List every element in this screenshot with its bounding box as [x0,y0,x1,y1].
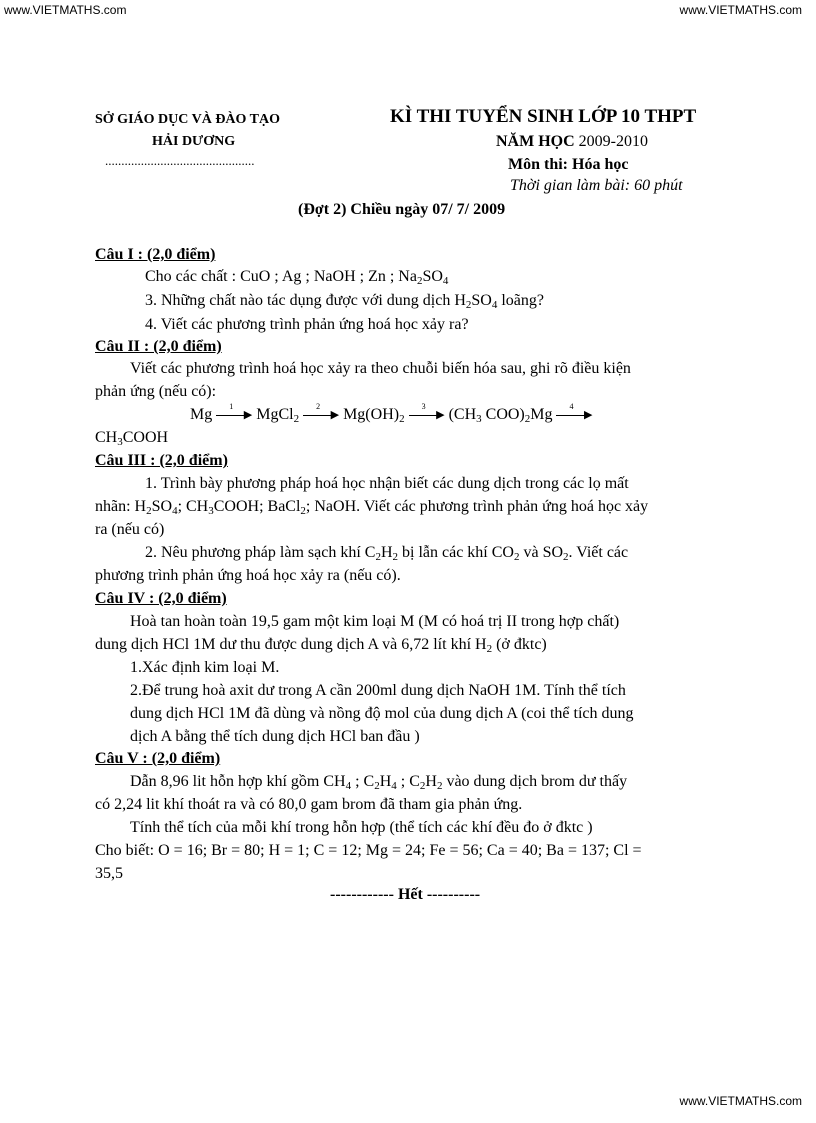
q4-line-5: dung dịch HCl 1M đã dùng và nồng độ mol của dung dịch A (coi thể tích dung [130,705,634,722]
q4-line-6: dịch A bằng thể tích dung dịch HCl ban đầu ) [130,728,420,745]
arrow-1: 1 ▶ [216,408,252,422]
q5-line-1: Dẫn 8,96 lit hỗn hợp khí gồm $CH_4$ ; $C_2H_4$ ; $C_2H_2$ vào dung dịch brom dư thấy [130,773,628,792]
school-year [496,133,648,151]
q5-line-4: Cho biết: O = 16; Br = 80; H = 1; C = 12; Mg = 24; Fe = 56; Ca = 40; Ba = 137; Cl = [95,842,642,859]
arrow-2: 2 ▶ [303,408,339,422]
q2-title: Câu II : (2,0 điểm) [95,338,222,355]
q3-part-2-line-2: phương trình phản ứng hoá học xảy ra (nếu có). [95,567,401,584]
q4-line-3: 1.Xác định kim loại M. [130,659,280,676]
duration: Thời gian làm bài: 60 phút [510,177,683,194]
q4-line-1: Hoà tan hoàn toàn 19,5 gam một kim loại M (M có hoá trị II trong hợp chất) [130,613,620,630]
dept-line-1: SỞ GIÁO DỤC VÀ ĐÀO TẠO [95,112,281,127]
q3-part-2-line-1: 2. Nêu phương pháp làm sạch khí $C_2H_2$ bị lẫn các khí $CO_2$ và $SO_2$. Viết các [145,544,629,563]
end-marker: ------------ Hết ---------- [330,886,481,903]
dots-line: .............................................. [105,153,255,168]
year-label: NĂM HỌC [496,133,575,150]
q1-item-2: 4. Viết các phương trình phản ứng hoá học xảy ra? [145,316,469,333]
q3-part-1-line-2: nhãn: $H_2SO_4$; $CH_3COOH$; BaCl$_2$; NaOH. Viết các phương trình phản ứng hoá học xảy [95,498,649,517]
watermark-bottom-right: www.VIETMATHS.com [679,1094,802,1108]
exam-title: KÌ THI TUYỂN SINH LỚP 10 THPT [390,106,697,127]
year-value: 2009-2010 [578,133,648,150]
q2-reaction-chain [190,402,593,425]
exam-session: (Đợt 2) Chiều ngày 07/ 7/ 2009 [298,201,506,218]
dept-line-2: HẢI DƯƠNG [152,134,236,149]
q1-item-1: 3. Những chất nào tác dụng được với dung dịch $H_2SO_4$ loãng? [145,292,544,311]
q1-given: Cho các chất : CuO ; Ag ; NaOH ; Zn ; $Na_2SO_4$ [145,268,449,287]
watermark-top-right: www.VIETMATHS.com [679,3,802,17]
q5-line-2: có 2,24 lit khí thoát ra và có 80,0 gam brom đã tham gia phản ứng. [95,796,523,813]
chain-mgcl2: MgCl$_2$ [256,406,300,425]
q4-title: Câu IV : (2,0 điểm) [95,590,227,607]
chain-mg-acetate: ($CH_3$ $COO)_2Mg$ [448,406,553,425]
q4-line-2: dung dịch HCl 1M dư thu được dung dịch A và 6,72 lít khí $H_2$ (ở đktc) [95,636,547,655]
q2-line-2: phản ứng (nếu có): [95,383,217,400]
q2-line-1: Viết các phương trình hoá học xảy ra theo chuỗi biến hóa sau, ghi rõ điều kiện [130,360,631,377]
arrow-4: 4 ▶ [556,408,592,422]
chain-acetic-acid: $CH_3COOH$ [95,429,169,448]
q1-title: Câu I : (2,0 điểm) [95,246,216,263]
q5-line-5: 35,5 [95,865,123,882]
chain-mg: Mg [190,406,213,423]
q3-part-1-line-1: 1. Trình bày phương pháp hoá học nhận biết các dung dịch trong các lọ mất [145,475,629,492]
subject: Môn thi: Hóa học [508,156,629,173]
q3-title: Câu III : (2,0 điểm) [95,452,228,469]
q5-title: Câu V : (2,0 điểm) [95,750,221,767]
chain-mgoh2: $Mg(OH)_2$ [343,406,405,425]
watermark-top-left: www.VIETMATHS.com [4,3,127,17]
arrow-3: 3 ▶ [409,408,445,422]
q3-part-1-line-3: ra (nếu có) [95,521,165,538]
q4-line-4: 2.Để trung hoà axit dư trong A cần 200ml dung dịch NaOH 1M. Tính thể tích [130,682,626,699]
q5-line-3: Tính thể tích của mỗi khí trong hỗn hợp (thể tích các khí đều đo ở đktc ) [130,819,593,836]
